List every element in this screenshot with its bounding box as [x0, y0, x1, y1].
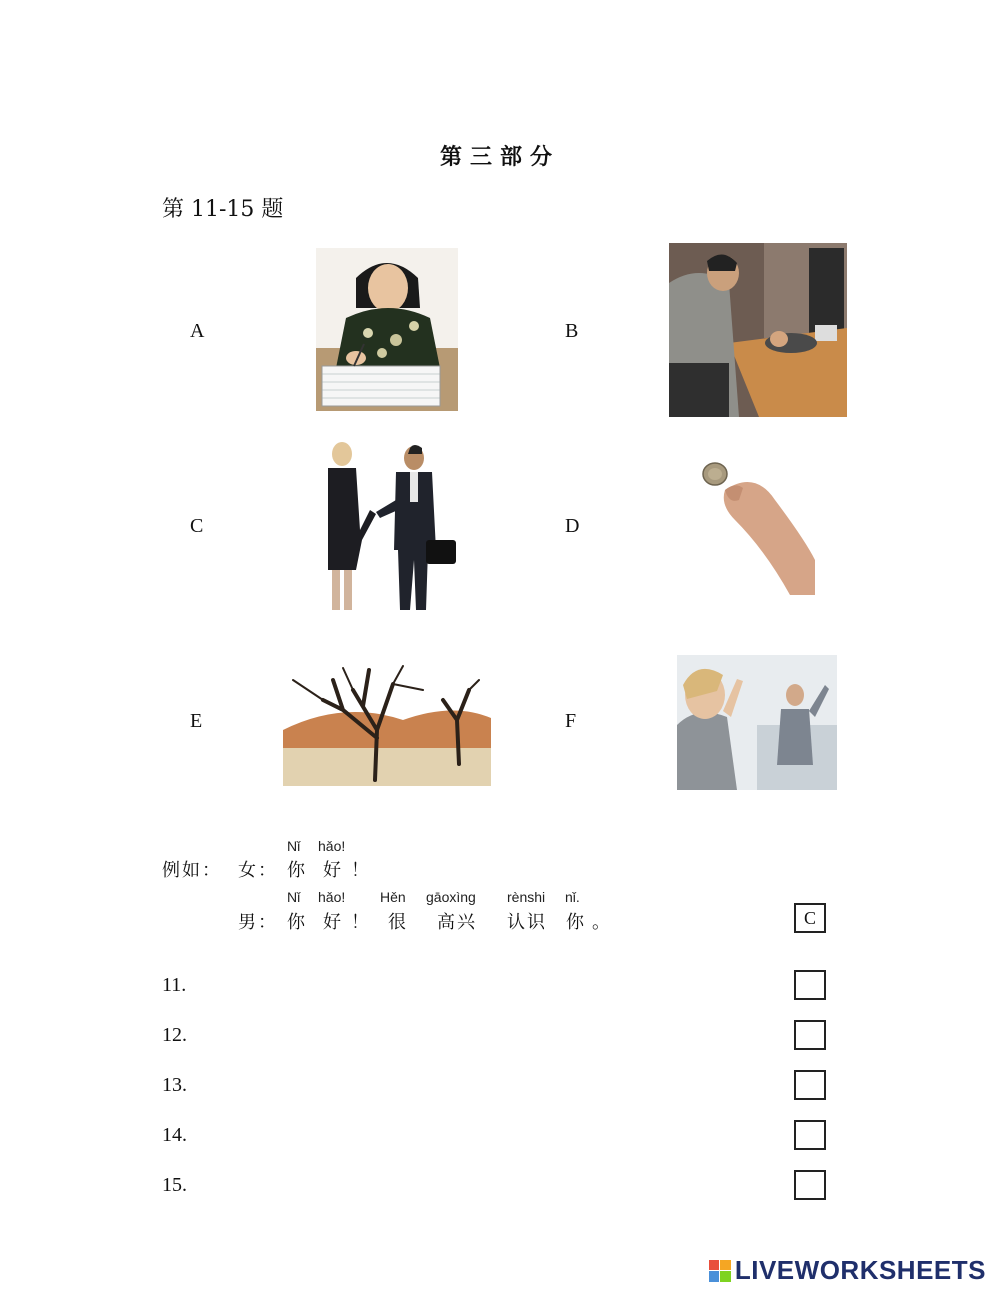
handshake-icon	[318, 440, 460, 617]
pinyin: rènshi	[507, 889, 546, 905]
question-range: 第 11-15 题	[162, 197, 284, 222]
waving-people-icon	[677, 655, 837, 790]
question-number: 15.	[162, 1174, 187, 1196]
question-number: 14.	[162, 1124, 187, 1146]
pinyin: Nǐ	[287, 838, 301, 854]
pinyin: nǐ.	[565, 889, 580, 905]
answer-box-13[interactable]	[794, 1070, 826, 1100]
hanzi: 好	[323, 860, 343, 881]
answer-box-15[interactable]	[794, 1170, 826, 1200]
hanzi: 。	[592, 912, 612, 933]
hanzi: ！	[351, 912, 371, 933]
question-number: 11.	[162, 974, 187, 996]
hanzi: 你	[287, 860, 307, 881]
hanzi: 你	[287, 912, 307, 933]
pinyin: hǎo!	[318, 838, 346, 854]
option-letter-a: A	[190, 320, 205, 342]
option-letter-e: E	[190, 710, 203, 732]
hanzi: 高兴	[437, 912, 477, 933]
option-letter-d: D	[565, 515, 580, 537]
hanzi: 你	[566, 912, 586, 933]
answer-box-12[interactable]	[794, 1020, 826, 1050]
hanzi: 很	[388, 912, 408, 933]
section-title: 第三部分	[439, 145, 560, 170]
logo-badge-icon	[709, 1260, 731, 1282]
question-number: 12.	[162, 1024, 187, 1046]
hanzi: 好	[323, 912, 343, 933]
example-answer-box: C	[794, 903, 826, 933]
pinyin: hǎo!	[318, 889, 346, 905]
liveworksheets-logo	[709, 1255, 986, 1286]
question-number: 13.	[162, 1074, 187, 1096]
logo-text: LIVEWORKSHEETS	[734, 1255, 986, 1285]
answer-box-14[interactable]	[794, 1120, 826, 1150]
example-label: 例如：	[162, 860, 222, 881]
pinyin: Hěn	[380, 889, 406, 905]
option-letter-b: B	[565, 320, 579, 342]
speaker-male: 男：	[238, 912, 278, 933]
desert-trees-icon	[283, 660, 491, 786]
hand-coin-icon	[695, 460, 815, 595]
pinyin: gāoxìng	[426, 889, 476, 905]
office-sleeping-icon	[669, 243, 847, 417]
woman-writing-icon	[316, 248, 458, 411]
speaker-female: 女：	[238, 860, 278, 881]
hanzi: ！	[351, 860, 371, 881]
hanzi: 认识	[507, 912, 547, 933]
option-letter-c: C	[190, 515, 204, 537]
pinyin: Nǐ	[287, 889, 301, 905]
answer-box-11[interactable]	[794, 970, 826, 1000]
option-letter-f: F	[565, 710, 577, 732]
